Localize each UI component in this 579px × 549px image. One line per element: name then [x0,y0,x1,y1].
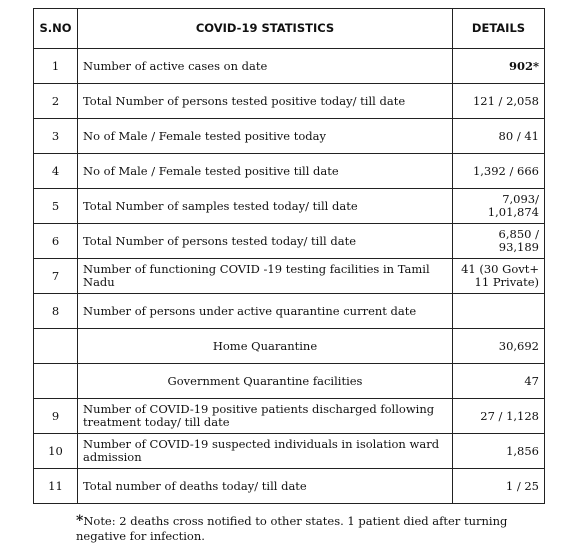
table-row [34,469,545,504]
table-row [34,434,545,469]
row-value-line2: 93,189 [498,240,539,254]
table-row [34,399,545,434]
table-row [34,259,545,294]
header-sno: S.NO [34,9,78,49]
table-row-sub [34,329,545,364]
row-label: No of Male / Female tested positive till date [78,154,453,189]
footnote-asterisk: * [76,513,84,529]
row-value: 902* [453,49,545,84]
row-label: Number of active cases on date [78,49,453,84]
row-sno: 2 [34,84,78,119]
covid-statistics-table [33,8,545,504]
row-sno: 3 [34,119,78,154]
row-sno: 10 [34,434,78,469]
row-label: Total Number of persons tested today/ till date [78,224,453,259]
table-row-sub [34,364,545,399]
row-sno: 9 [34,399,78,434]
footnote-text: Note: 2 deaths cross notified to other states. 1 patient died after turning negative for infection. [76,514,508,543]
row-label: No of Male / Female tested positive today [78,119,453,154]
row-value-line1: 6,850 / [498,227,539,241]
header-statistic: COVID-19 STATISTICS [78,9,453,49]
row-label: Number of persons under active quarantine current date [78,294,453,329]
table-row [34,294,545,329]
row-label: Number of COVID-19 suspected individuals in isolation ward admission [78,434,453,469]
table-row [34,84,545,119]
row-sno: 6 [34,224,78,259]
table-row [34,49,545,84]
row-sno: 7 [34,259,78,294]
row-sno: 8 [34,294,78,329]
row-value: 80 / 41 [453,119,545,154]
row-value [453,189,545,224]
header-details: DETAILS [453,9,545,49]
row-value [453,224,545,259]
row-value: 1 / 25 [453,469,545,504]
row-sno: 5 [34,189,78,224]
row-label: Total Number of persons tested positive today/ till date [78,84,453,119]
row-sno: 1 [34,49,78,84]
row-value-line1: 41 (30 Govt+ [461,262,539,276]
row-value: 1,856 [453,434,545,469]
row-sno: 11 [34,469,78,504]
row-label: Number of functioning COVID -19 testing facilities in Tamil Nadu [78,259,453,294]
row-value-line2: 11 Private) [474,275,539,289]
row-value: 47 [453,364,545,399]
row-sno [34,364,78,399]
table-row [34,224,545,259]
row-value: 1,392 / 666 [453,154,545,189]
row-value: 121 / 2,058 [453,84,545,119]
row-value-line1: 7,093/ [502,192,539,206]
table-row [34,119,545,154]
row-value: 27 / 1,128 [453,399,545,434]
row-value [453,259,545,294]
row-label: Number of COVID-19 positive patients discharged following treatment today/ till date [78,399,453,434]
row-label-home-quarantine: Home Quarantine [78,329,453,364]
row-sno: 4 [34,154,78,189]
row-value-line2: 1,01,874 [487,205,539,219]
table-row [34,189,545,224]
row-label-government-quarantine: Government Quarantine facilities [78,364,453,399]
row-label: Total number of deaths today/ till date [78,469,453,504]
row-sno [34,329,78,364]
row-label: Total Number of samples tested today/ till date [78,189,453,224]
footnote [76,514,546,544]
row-value: 30,692 [453,329,545,364]
row-value [453,294,545,329]
table-header-row [34,9,545,49]
table-row [34,154,545,189]
